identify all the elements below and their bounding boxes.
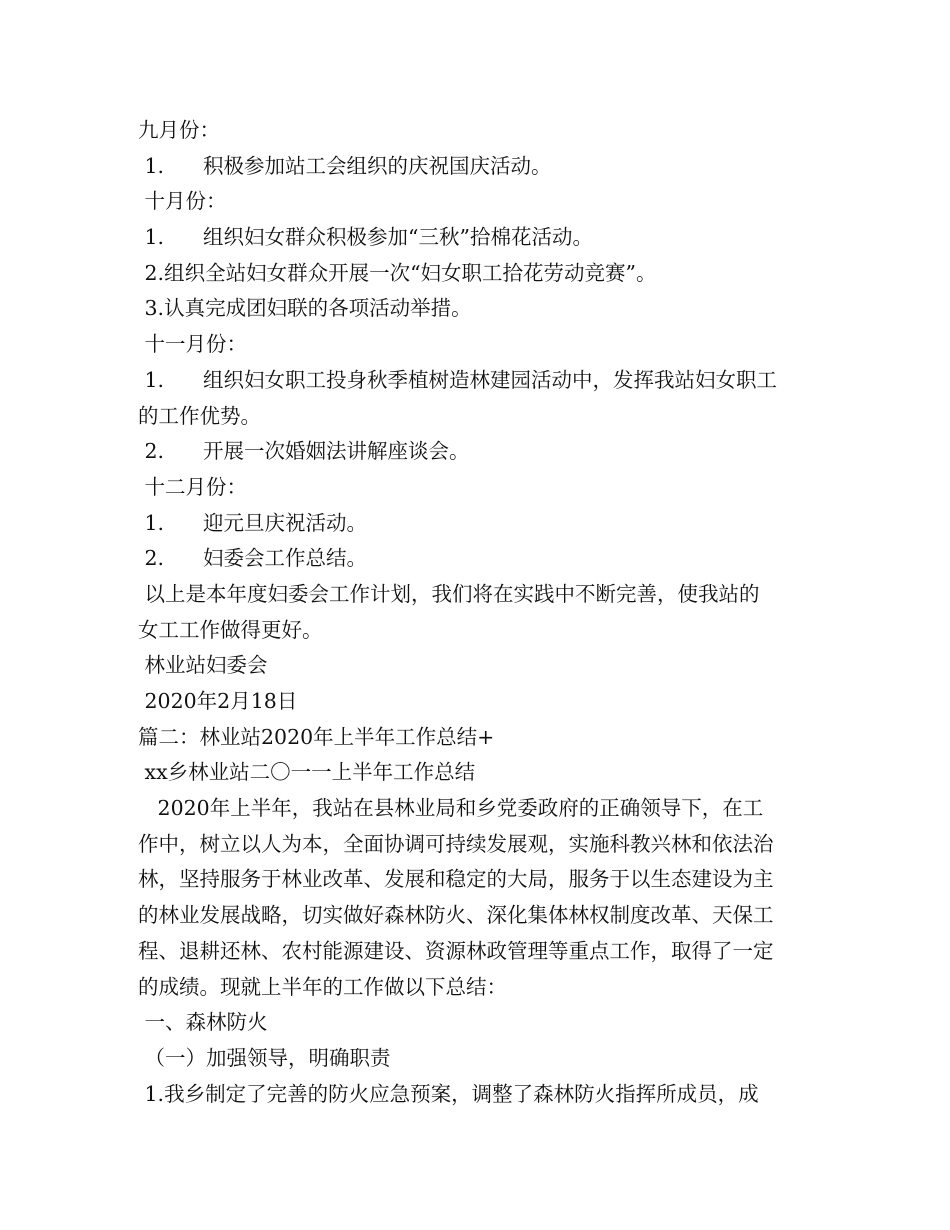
item-text: 组织妇女职工投身秋季植树造林建园活动中，发挥我站妇女职工 — [203, 367, 777, 392]
item-text: 开展一次婚姻法讲解座谈会。 — [203, 439, 470, 464]
item-number: 1. — [138, 367, 165, 392]
item-text: 迎元旦庆祝活动。 — [203, 510, 367, 535]
text-line: 的工作优势。 — [138, 403, 261, 428]
paragraph-line: 2020年上半年，我站在县林业局和乡党委政府的正确领导下，在工 — [138, 796, 764, 821]
paragraph-line: 1.我乡制定了完善的防火应急预案，调整了森林防火指挥所成员，成 — [138, 1081, 759, 1106]
list-item: 3.认真完成团妇联的各项活动举措。 — [138, 296, 472, 321]
document-body — [138, 113, 818, 1112]
signature-date: 2020年2月18日 — [138, 689, 298, 713]
month-heading-october: 十月份： — [138, 189, 227, 214]
list-item — [138, 220, 818, 256]
list-item — [138, 541, 818, 577]
item-text: 积极参加站工会组织的庆祝国庆活动。 — [203, 153, 552, 178]
item-text: 组织妇女群众积极参加“三秋”拾棉花活动。 — [203, 225, 593, 250]
item-number: 2. — [138, 439, 165, 464]
signature-org: 林业站妇委会 — [138, 653, 268, 678]
paragraph-line: 林，坚持服务于林业改革、发展和稳定的大局，服务于以生态建设为主 — [138, 867, 774, 892]
item-text: 妇委会工作总结。 — [203, 546, 367, 571]
item-number: 1. — [138, 510, 165, 535]
month-heading-november: 十一月份： — [138, 332, 248, 357]
paragraph-line: 的成绩。现就上半年的工作做以下总结： — [138, 974, 507, 999]
item-number: 1. — [138, 225, 165, 250]
list-item — [138, 363, 818, 399]
heading-forest-fire-prevention: 一、森林防火 — [138, 1010, 268, 1035]
list-item — [138, 434, 818, 470]
item-number: 1. — [138, 153, 165, 178]
subheading: （一）加强领导，明确职责 — [138, 1045, 391, 1070]
list-item — [138, 149, 818, 185]
item-number: 2. — [138, 546, 165, 571]
text-line: 以上是本年度妇委会工作计划，我们将在实践中不断完善，使我站的 — [138, 581, 760, 606]
list-item: 2.组织全站妇女群众开展一次“妇女职工拾花劳动竞赛”。 — [138, 260, 657, 285]
list-item — [138, 506, 818, 542]
text-line: 女工工作做得更好。 — [138, 617, 323, 642]
month-heading-december: 十二月份： — [138, 474, 248, 499]
paragraph-line: 程、退耕还林、农村能源建设、资源林政管理等重点工作，取得了一定 — [138, 938, 774, 963]
month-heading-september: 九月份： — [138, 118, 220, 142]
paragraph-line: 作中，树立以人为本，全面协调可持续发展观，实施科教兴林和依法治 — [138, 831, 774, 856]
paragraph-line: 的林业发展战略，切实做好森林防火、深化集体林权制度改革、天保工 — [138, 903, 774, 928]
report-title: xx乡林业站二〇一一上半年工作总结 — [138, 760, 476, 785]
section-title: 篇二：林业站2020年上半年工作总结+ — [138, 724, 495, 749]
